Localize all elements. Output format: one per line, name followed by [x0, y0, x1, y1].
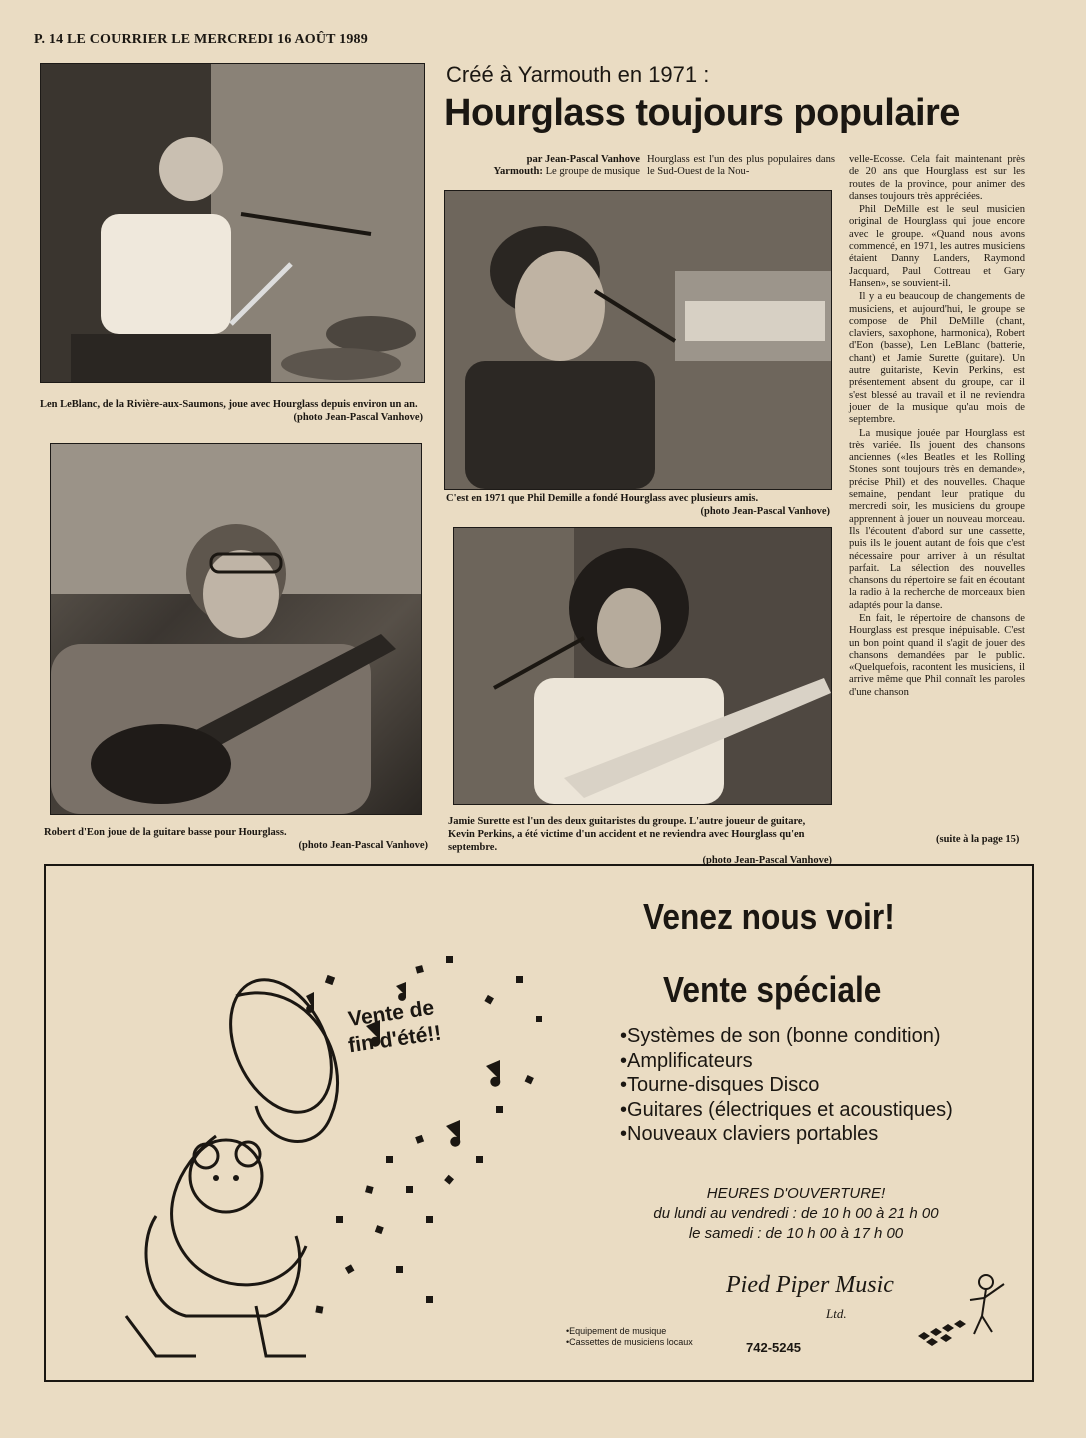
ad-product-item: • Tourne-disques Disco — [620, 1073, 953, 1098]
bassist-illustration — [51, 444, 421, 814]
article-lead-col1 — [444, 154, 640, 179]
pied-piper-logo-icon — [916, 1266, 1016, 1346]
ad-product-item: • Amplificateurs — [620, 1049, 953, 1074]
article-paragraph: En fait, le répertoire de chansons de Hourglass est presque inépuisable. C'est un bon point quand il s'agit de jouer des chansons demandées par le public. «Quelquefois, racontent les musiciens, il arrive même que Phil connaît les paroles d'une chanson — [849, 612, 1025, 698]
caption-bassist: Robert d'Eon joue de la guitare basse pour Hourglass. (photo Jean-Pascal Vanhove) — [44, 827, 428, 851]
continued-notice: (suite à la page 15) — [936, 834, 1020, 845]
dateline: Yarmouth: — [493, 166, 543, 178]
store-brand: Pied Piper Music — [726, 1272, 894, 1298]
photo-bassist — [50, 443, 422, 815]
article-byline: par Jean-Pascal Vanhove — [526, 154, 640, 165]
sale-bubble-text: Vente de fin d'été!! — [346, 996, 443, 1058]
ad-footer-bullets: •Equipement de musique •Cassettes de musiciens locaux — [566, 1326, 693, 1347]
guitarist-illustration — [454, 528, 831, 804]
article-kicker: Créé à Yarmouth en 1971 : — [446, 62, 710, 87]
bear-sousaphone-illustration — [66, 886, 546, 1366]
article-paragraph: Il y a eu beaucoup de changements de musiciens, et aujourd'hui, le groupe se compose de Phil DeMille (chant, claviers, saxophone, harmonica), Robert d'Eon (basse), Len LeBlanc (batterie, chant) et Jamie Surette (guitare). Un autre guitariste, Kevin Perkins, est présentement absent du groupe, car il s'est blessé au travail et il ne reviendra jouer de la musique qu'au mois de septembre. — [849, 291, 1025, 426]
article-lead-col2: Hourglass est l'un des plus populaires dans le Sud-Ouest de la Nou- — [647, 154, 835, 178]
page-folio: P. 14 LE COURRIER LE MERCREDI 16 AOÛT 1989 — [34, 32, 368, 47]
ad-product-item: • Guitares (électriques et acoustiques) — [620, 1098, 953, 1123]
article-paragraph: velle-Ecosse. Cela fait maintenant près de 20 ans que Hourglass est sur les routes de la province, pour animer des danses toujours très appréciées. — [849, 154, 1025, 202]
keyboardist-illustration — [445, 191, 831, 489]
ad-product-item: • Nouveaux claviers portables — [620, 1122, 953, 1147]
photo-guitarist — [453, 527, 832, 805]
article-headline: Hourglass toujours populaire — [444, 92, 960, 134]
ad-product-list — [620, 1024, 953, 1147]
store-hours — [616, 1184, 976, 1244]
store-brand-suffix: Ltd. — [826, 1306, 847, 1321]
article-paragraph: La musique jouée par Hourglass est très variée. Ils jouent des chansons anciennes («les Beatles et les Rolling Stones sont toujours très en demande», précise Phil) et des nouvelles. Chaque semaine, pendant leur pratique du mercredi soir, les musiciens du groupe apprennent à jouer un nouveau morceau. Ils l'écoutent d'abord sur une cassette, puis ils le jouent autant de fois que c'est nécessaire pour arriver à un résultat parfait. La sélection des nouvelles chansons du répertoire se fait en écoutant la radio à la recherche de morceaux bien adaptés pour la danse. — [849, 427, 1025, 611]
lead-text: Le groupe de musique — [545, 166, 640, 178]
hours-weekday: du lundi au vendredi : de 10 h 00 à 21 h 00 — [653, 1205, 939, 1222]
ad-title-visit: Venez nous voir! — [643, 896, 895, 937]
article-paragraph: Phil DeMille est le seul musicien original de Hourglass qui joue encore avec le groupe. «Quand nous avons commencé, en 1971, les autres musiciens étaient Danny Landers, Raymond Jacquard, Paul Cottreau et Gary Hansen», se souvient-il. — [849, 204, 1025, 289]
caption-drummer: Len LeBlanc, de la Rivière-aux-Saumons, joue avec Hourglass depuis environ un an. (photo Jean-Pascal Vanhove) — [40, 399, 423, 423]
advertisement — [44, 864, 1034, 1382]
photo-keyboardist — [444, 190, 832, 490]
caption-guitarist: Jamie Surette est l'un des deux guitaristes du groupe. L'autre joueur de guitare, Kevin Perkins, a été victime d'un accident et ne reviendra avec Hourglass qu'en septembre. (photo Jean-Pascal Vanhove) — [448, 816, 832, 866]
caption-keyboardist: C'est en 1971 que Phil Demille a fondé Hourglass avec plusieurs amis. (photo Jean-Pascal Vanhove) — [446, 493, 830, 517]
hours-saturday: le samedi : de 10 h 00 à 17 h 00 — [688, 1225, 904, 1242]
store-phone: 742-5245 — [746, 1340, 801, 1355]
ad-title-sale: Vente spéciale — [663, 969, 882, 1010]
drummer-illustration — [41, 64, 424, 382]
hours-title: HEURES D'OUVERTURE! — [706, 1185, 886, 1202]
article-body-col3 — [849, 154, 1025, 700]
ad-product-item: • Systèmes de son (bonne condition) — [620, 1024, 953, 1049]
photo-drummer — [40, 63, 425, 383]
